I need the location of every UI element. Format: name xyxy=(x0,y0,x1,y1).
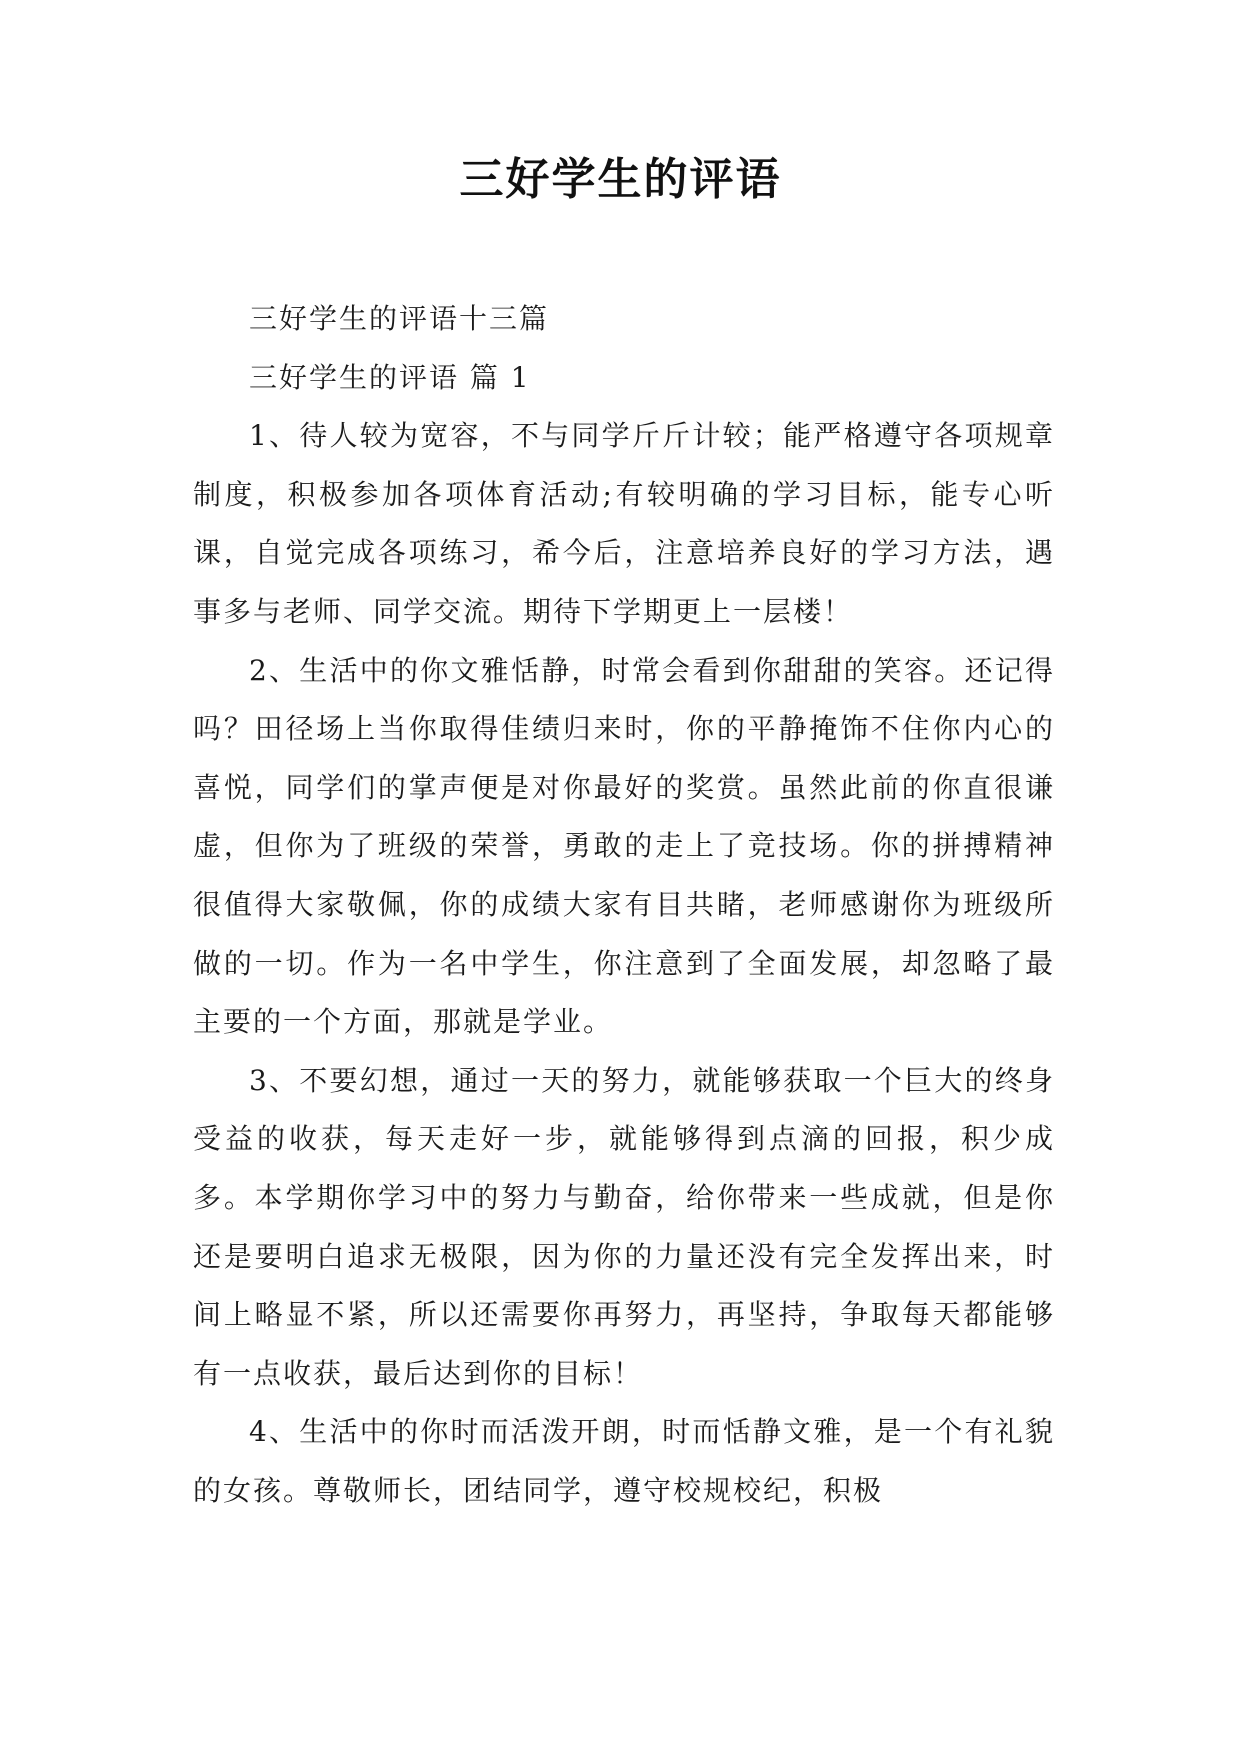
section-heading: 三好学生的评语 篇 1 xyxy=(249,360,531,394)
subtitle-paragraph: 三好学生的评语十三篇 xyxy=(249,302,550,335)
comment-paragraph-1: 1、待人较为宽容，不与同学斤斤计较；能严格遵守各项规章制度，积极参加各项体育活动;有较明确的学习目标，能专心听课，自觉完成各项练习，希今后，注意培养良好的学习方法，遇事多与老师、同学交流。期待下学期更上一层楼！ xyxy=(193,419,1055,628)
comment-paragraph-4: 4、生活中的你时而活泼开朗，时而恬静文雅，是一个有礼貌的女孩。尊敬师长，团结同学，遵守校规校纪，积极 xyxy=(193,1415,1055,1507)
document-body xyxy=(193,290,1055,1520)
comment-paragraph-3: 3、不要幻想，通过一天的努力，就能够获取一个巨大的终身受益的收获，每天走好一步，就能够得到点滴的回报，积少成多。本学期你学习中的努力与勤奋，给你带来一些成就，但是你还是要明白追求无极限，因为你的力量还没有完全发挥出来，时间上略显不紧，所以还需要你再努力，再坚持，争取每天都能够有一点收获，最后达到你的目标！ xyxy=(193,1063,1055,1390)
comment-paragraph-2: 2、生活中的你文雅恬静，时常会看到你甜甜的笑容。还记得吗？田径场上当你取得佳绩归来时，你的平静掩饰不住你内心的喜悦，同学们的掌声便是对你最好的奖赏。虽然此前的你直很谦虚，但你为了班级的荣誉，勇敢的走上了竞技场。你的拼搏精神很值得大家敬佩，你的成绩大家有目共睹，老师感谢你为班级所做的一切。作为一名中学生，你注意到了全面发展，却忽略了最主要的一个方面，那就是学业。 xyxy=(193,653,1055,1039)
document-title: 三好学生的评语 xyxy=(459,154,782,205)
